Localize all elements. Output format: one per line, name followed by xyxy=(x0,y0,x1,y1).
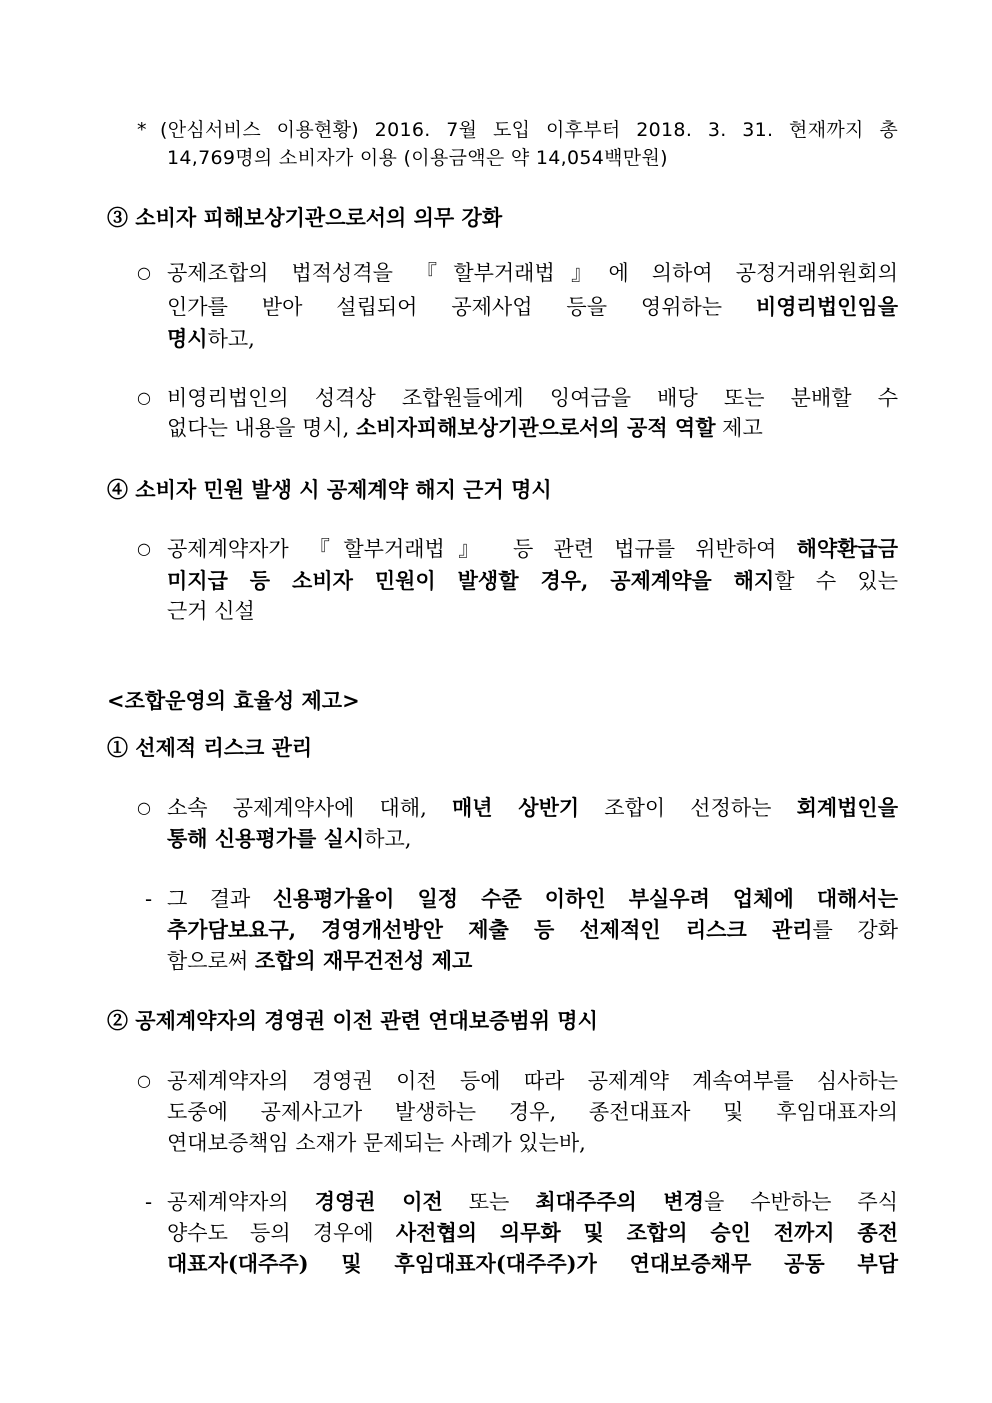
s3-b1-text: 인가를 받아 설립되어 공제사업 등을 영위하는 xyxy=(167,295,756,319)
ss2-d1-bold-2: 최대주주의 변경 xyxy=(535,1189,704,1214)
dash-marker: - xyxy=(145,1190,153,1214)
ss2-d1-bold-3: 사전협의 의무화 및 조합의 승인 전까지 종전 xyxy=(395,1220,898,1245)
s3-b2-line-1: 비영리법인의 성격상 조합원들에게 잉여금을 배당 또는 분배할 수 xyxy=(167,386,898,410)
subsection-1-heading: ① 선제적 리스크 관리 xyxy=(107,735,313,760)
ss1-d1-text-2: 를 강화 xyxy=(812,918,898,942)
ss2-b1-line-2: 도중에 공제사고가 발생하는 경우, 종전대표자 및 후임대표자의 xyxy=(167,1100,898,1124)
s4-b1-text: 공제계약자가 『할부거래법』 등 관련 법규를 위반하여 xyxy=(167,537,797,561)
ss1-d1-line-3 xyxy=(167,946,472,976)
s3-b1-text-2: 하고, xyxy=(207,327,255,351)
ss1-b1-bold-3: 통해 신용평가를 실시 xyxy=(167,826,365,851)
s4-b1-line-3: 근거 신설 xyxy=(167,599,255,623)
s4-b1-bold-2: 미지급 등 소비자 민원이 발생할 경우, 공제계약을 해지 xyxy=(167,568,775,593)
ss1-b1-text-3: 하고, xyxy=(364,827,412,851)
ss1-b1-bold-2: 회계법인을 xyxy=(796,795,899,820)
ss1-d1-bold-3: 조합의 재무건전성 제고 xyxy=(254,948,473,973)
note-line-2 xyxy=(167,143,668,173)
s4-b1-line-2 xyxy=(167,566,898,596)
ss2-d1-line-2 xyxy=(167,1218,898,1248)
s3-b2-text-2: 제고 xyxy=(715,416,763,440)
ss1-b1-line-1 xyxy=(167,793,898,823)
s3-b1-bold: 비영리법인임을 xyxy=(755,294,898,319)
ss2-d1-bold: 경영권 이전 xyxy=(314,1189,443,1214)
ss1-b1-text-2: 조합이 선정하는 xyxy=(579,796,797,820)
ss1-d1-text: 그 결과 xyxy=(167,887,273,911)
section-efficiency-heading: <조합운영의 효율성 제고> xyxy=(107,688,360,713)
ss2-b1-line-1: 공제계약자의 경영권 이전 등에 따라 공제계약 계속여부를 심사하는 xyxy=(167,1069,898,1093)
s4-b1-text-2: 할 수 있는 xyxy=(774,569,898,593)
ss2-d1-bold-4: 대표자(대주주) 및 후임대표자(대주주)가 연대보증채무 공동 부담 xyxy=(167,1251,898,1276)
ss2-b1-line-3: 연대보증책임 소재가 문제되는 사례가 있는바, xyxy=(167,1131,586,1155)
ss2-d1-text: 공제계약자의 xyxy=(167,1190,315,1214)
ss1-b1-line-2 xyxy=(167,824,411,854)
bullet-icon: ○ xyxy=(137,263,151,282)
ss2-d1-line-1 xyxy=(167,1187,898,1217)
bullet-icon: ○ xyxy=(137,388,151,407)
s3-b2-line-2 xyxy=(167,413,763,443)
ss2-d1-text-2: 또는 xyxy=(442,1190,536,1214)
s3-b1-bold-2: 명시 xyxy=(167,326,208,351)
ss1-d1-line-1 xyxy=(167,884,898,914)
note-label: (안심서비스 이용현황) xyxy=(160,119,359,141)
bullet-icon: ○ xyxy=(137,798,151,817)
s3-b2-bold: 소비자피해보상기관으로서의 공적 역할 xyxy=(356,415,716,440)
ss1-d1-bold: 신용평가율이 일정 수준 이하인 부실우려 업체에 대해서는 xyxy=(272,886,898,911)
bullet-icon: ○ xyxy=(137,1071,151,1090)
ss1-b1-bold: 매년 상반기 xyxy=(451,795,580,820)
ss2-d1-text-3: 을 수반하는 주식 xyxy=(703,1190,898,1214)
note-line-1 xyxy=(160,115,898,145)
s3-b1-line-2 xyxy=(167,292,898,322)
s3-b1-line-1: 공제조합의 법적성격을 『할부거래법』에 의하여 공정거래위원회의 xyxy=(167,261,898,285)
ss1-d1-line-2 xyxy=(167,915,898,945)
s3-b2-text: 없다는 내용을 명시, xyxy=(167,416,356,440)
subsection-2-heading: ② 공제계약자의 경영권 이전 관련 연대보증범위 명시 xyxy=(107,1008,598,1033)
s4-b1-line-1 xyxy=(167,534,898,564)
note-text: 2016. 7월 도입 이후부터 2018. 3. 31. 현재까지 총 xyxy=(359,119,898,141)
ss2-d1-line-3 xyxy=(167,1249,898,1279)
section-4-heading: ④ 소비자 민원 발생 시 공제계약 해지 근거 명시 xyxy=(107,477,552,502)
s3-b1-line-3 xyxy=(167,324,255,354)
note-marker: * xyxy=(137,119,147,141)
bullet-icon: ○ xyxy=(137,539,151,558)
dash-marker: - xyxy=(145,887,153,911)
section-3-heading: ③ 소비자 피해보상기관으로서의 의무 강화 xyxy=(107,205,503,230)
ss2-d1-text-4: 양수도 등의 경우에 xyxy=(167,1221,396,1245)
ss1-d1-text-3: 함으로써 xyxy=(167,949,255,973)
ss1-d1-bold-2: 추가담보요구, 경영개선방안 제출 등 선제적인 리스크 관리 xyxy=(167,917,813,942)
s4-b1-bold: 해약환급금 xyxy=(796,536,898,561)
ss1-b1-text: 소속 공제계약사에 대해, xyxy=(167,796,452,820)
note-count: 14,769명의 소비자가 이용 xyxy=(167,147,398,169)
note-paren: (이용금액은 약 14,054백만원) xyxy=(397,147,668,169)
